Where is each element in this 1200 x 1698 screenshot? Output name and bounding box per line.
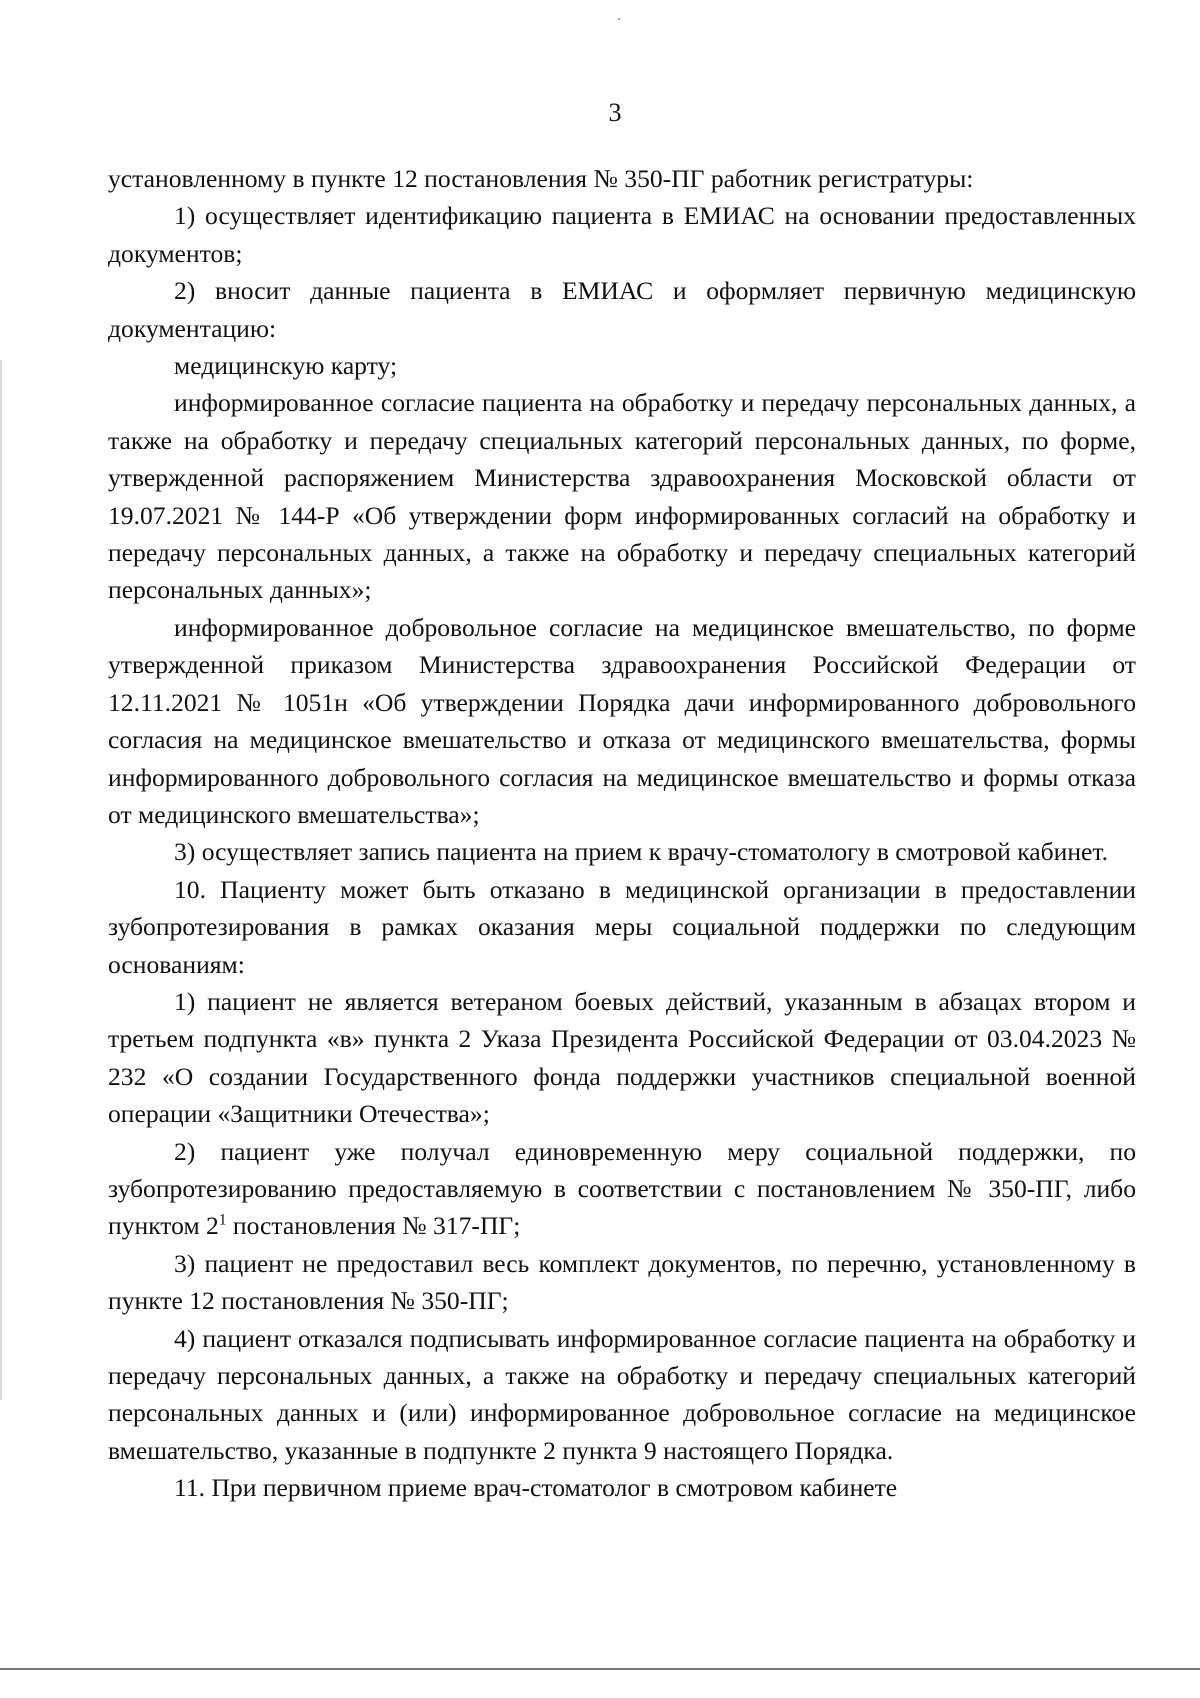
page-number: 3	[608, 98, 622, 127]
paragraph-refusal-4: 4) пациент отказался подписывать информированное согласие пациента на обработку и передачу персональных данных, а также на обработку и передачу специальных категорий персональных данных и (или) информированное добровольное согласие на медицинское вмешательство, указанные в подпункте 2 пункта 9 настоящего Порядка.	[108, 1323, 1136, 1465]
paragraph-item-2: 2) вносит данные пациента в ЕМИАС и оформляет первичную медицинскую документацию:	[108, 276, 1136, 343]
paragraph-intro: установленному в пункте 12 постановления № 350-ПГ работник регистратуры:	[108, 164, 974, 193]
paragraph-item-1: 1) осуществляет идентификацию пациента в ЕМИАС на основании предоставленных документов;	[108, 201, 1136, 268]
scan-margin-line	[0, 360, 2, 1400]
paragraph-consent-data: информированное согласие пациента на обработку и передачу персональных данных, а также на обработку и передачу специальных категорий персональных данных, по форме, утвержденной распоряжением Министерства здравоохранения Московской области от 19.07.2021 № 144-Р «Об утверждении форм информированных согласий на обработку и передачу персональных данных, а также на обработку и передачу специальных категорий персональных данных»;	[108, 388, 1136, 605]
paragraph-refusal-2-tail: постановления № 317-ПГ;	[226, 1211, 521, 1241]
paragraph-medical-card: медицинскую карту;	[174, 351, 398, 381]
footnote-superscript: 1	[218, 1211, 227, 1229]
bottom-scan-edge	[0, 1668, 1200, 1670]
paragraph-refusal-2-text: 2) пациент уже получал единовременную меру социальной поддержки, по зубопротезированию предоставляемую в соответствии с постановлением № 350-ПГ, либо пунктом 2	[108, 1136, 1136, 1241]
paragraph-refusal-3: 3) пациент не предоставил весь комплект документов, по перечню, установленному в пункте 12 постановления № 350-ПГ;	[108, 1248, 1136, 1316]
scan-speck	[618, 18, 620, 20]
paragraph-section-10: 10. Пациенту может быть отказано в медицинской организации в предоставлении зубопротезирования в рамках оказания меры социальной поддержки по следующим основаниям:	[108, 874, 1136, 979]
paragraph-refusal-2	[108, 1133, 1136, 1245]
paragraph-item-3: 3) осуществляет запись пациента на прием к врачу-стоматологу в смотровой кабинет.	[174, 837, 1109, 867]
paragraph-section-11: 11. При первичном приеме врач-стоматолог в смотровом кабинете	[174, 1473, 898, 1503]
paragraph-consent-medical: информированное добровольное согласие на медицинское вмешательство, по форме утвержденной приказом Министерства здравоохранения Российской Федерации от 12.11.2021 № 1051н «Об утверждении Порядка дачи информированного добровольного согласия на медицинское вмешательство и отказа от медицинского вмешательства, формы информированного добровольного согласия на медицинское вмешательство и формы отказа от медицинского вмешательства»;	[108, 612, 1136, 829]
document-body	[108, 160, 1136, 1507]
paragraph-refusal-1: 1) пациент не является ветераном боевых действий, указанным в абзацах втором и третьем подпункта «в» пункта 2 Указа Президента Российской Федерации от 03.04.2023 № 232 «О создании Государственного фонда поддержки участников специальной военной операции «Защитники Отечества»;	[108, 986, 1136, 1129]
